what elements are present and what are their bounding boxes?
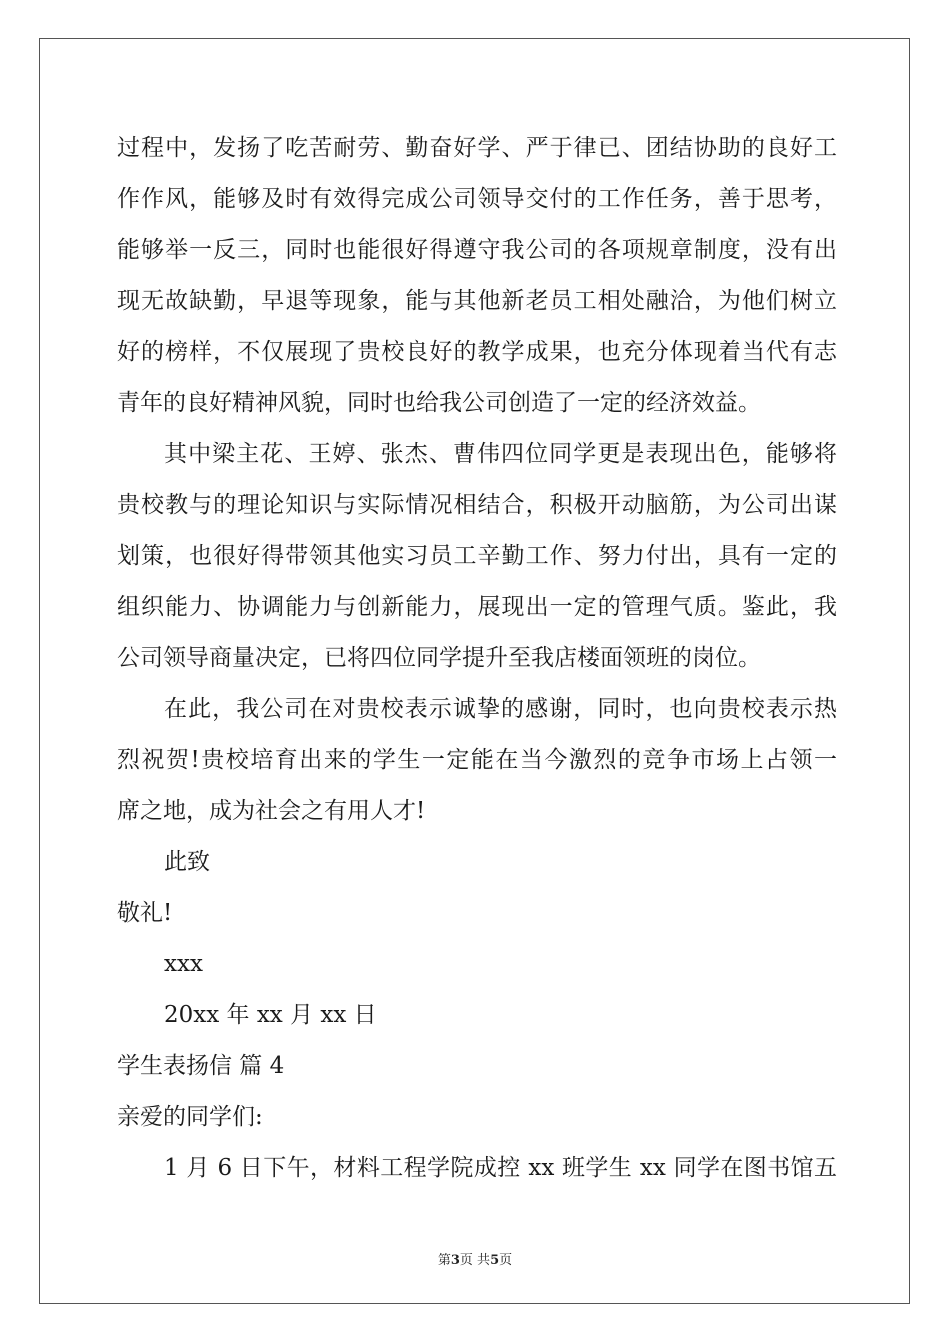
text-line: 烈祝贺!贵校培育出来的学生一定能在当今激烈的竞争市场上占领一 xyxy=(117,747,837,773)
paragraph-start: 在此，我公司在对贵校表示诚挚的感谢，同时，也向贵校表示热 xyxy=(164,696,837,722)
text-line: 能够举一反三，同时也能很好得遵守我公司的各项规章制度，没有出 xyxy=(117,237,837,263)
paragraph-start: 1 月 6 日下午，材料工程学院成控 xx 班学生 xx 同学在图书馆五 xyxy=(164,1155,837,1181)
closing-salutation: 此致 xyxy=(164,849,210,875)
page-footer xyxy=(0,1249,950,1268)
current-page-number: 3 xyxy=(450,1253,460,1268)
page-mid: 页 共 xyxy=(459,1253,491,1268)
signature: xxx xyxy=(164,951,203,977)
text-line: 青年的良好精神风貌，同时也给我公司创造了一定的经济效益。 xyxy=(117,390,761,416)
closing-regards: 敬礼! xyxy=(117,900,173,926)
page-suffix: 页 xyxy=(499,1253,513,1268)
text-line: 贵校教与的理论知识与实际情况相结合，积极开动脑筋，为公司出谋 xyxy=(117,492,837,518)
text-line: 过程中，发扬了吃苦耐劳、勤奋好学、严于律已、团结协助的良好工 xyxy=(117,135,837,161)
paragraph-start: 其中梁主花、王婷、张杰、曹伟四位同学更是表现出色，能够将 xyxy=(164,441,837,467)
text-line: 划策，也很好得带领其他实习员工辛勤工作、努力付出，具有一定的 xyxy=(117,543,837,569)
text-line: 组织能力、协调能力与创新能力，展现出一定的管理气质。鉴此，我 xyxy=(117,594,837,620)
greeting: 亲爱的同学们: xyxy=(117,1104,263,1130)
letter-body xyxy=(117,128,837,1199)
total-page-number: 5 xyxy=(490,1253,500,1268)
text-line: 好的榜样，不仅展现了贵校良好的教学成果，也充分体现着当代有志 xyxy=(117,339,837,365)
date-line: 20xx 年 xx 月 xx 日 xyxy=(164,1002,377,1028)
page-prefix: 第 xyxy=(437,1253,451,1268)
section-title: 学生表扬信 篇 4 xyxy=(117,1053,285,1079)
text-line: 席之地，成为社会之有用人才! xyxy=(117,798,426,824)
text-line: 现无故缺勤，早退等现象，能与其他新老员工相处融洽，为他们树立 xyxy=(117,288,837,314)
text-line: 作作风，能够及时有效得完成公司领导交付的工作任务，善于思考， xyxy=(117,186,837,212)
text-line: 公司领导商量决定，已将四位同学提升至我店楼面领班的岗位。 xyxy=(117,645,761,671)
